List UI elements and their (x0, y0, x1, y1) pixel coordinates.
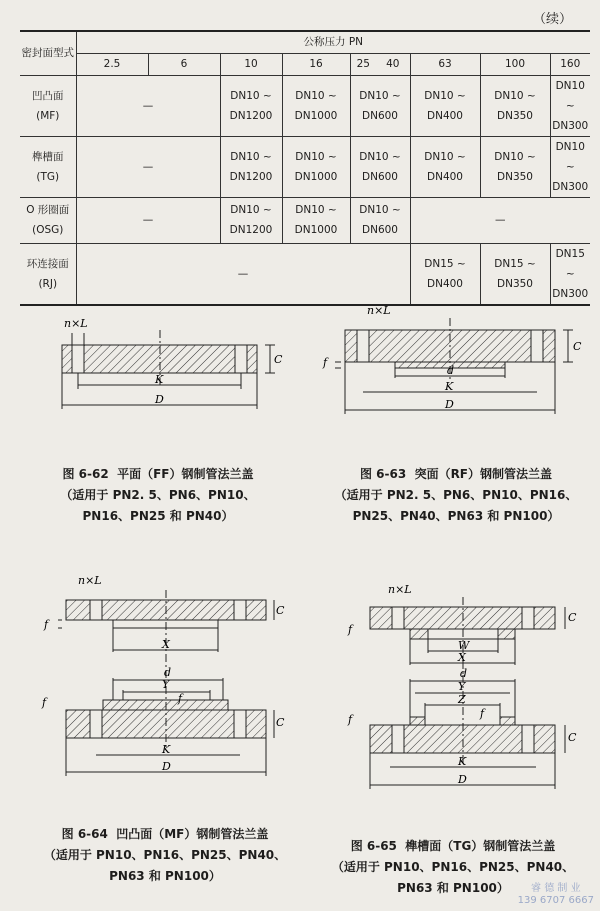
seal-type-code: (RJ) (38, 277, 58, 290)
range-cell: DN15 ~ (424, 257, 466, 270)
figure-applies: （适用于 PN2. 5、PN6、PN10、PN16、 (334, 488, 578, 502)
range-cell: DN15 ~ (555, 247, 585, 280)
dim-nxl: n×L (388, 583, 412, 596)
figure-number: 图 6-64 (61, 827, 108, 841)
dim-f1: f (323, 356, 328, 369)
figure-title: 榫槽面（TG）钢制管法兰盖 (405, 839, 556, 853)
group-header: 公称压力 PN (76, 31, 590, 53)
figure-6-63-caption (316, 464, 596, 527)
figure-6-62-caption (28, 464, 288, 527)
pn-header: 63 (410, 53, 480, 75)
dim-d: D (155, 393, 164, 406)
pressure-rating-table (20, 30, 590, 306)
range-cell: DN15 ~ (494, 257, 536, 270)
figure-title: 凹凸面（MF）钢制管法兰盖 (116, 827, 269, 841)
range-cell: DN1200 (229, 170, 273, 183)
dim-f2: f (44, 618, 49, 631)
dim-f3: f (480, 707, 485, 720)
range-cell: DN300 (552, 180, 589, 193)
continued-label: （续） (532, 12, 572, 27)
figure-6-64-drawing (38, 570, 298, 785)
dim-y: Y (162, 678, 170, 691)
figure-title: 平面（FF）钢制管法兰盖 (117, 467, 254, 481)
dim-c: C (276, 604, 285, 617)
range-cell: DN10 ~ (359, 89, 401, 102)
range-cell: DN1000 (294, 224, 338, 236)
range-cell: DN10 ~ (494, 89, 536, 102)
seal-type-name: 环连接面 (26, 257, 69, 270)
dim-d-small: d (447, 364, 455, 377)
range-cell: DN600 (362, 170, 398, 183)
range-cell: DN1200 (229, 224, 273, 236)
dash-cell: — (76, 243, 410, 305)
range-cell: DN10 ~ (359, 150, 401, 163)
dim-d: D (162, 760, 171, 773)
figure-applies: PN63 和 PN100） (109, 869, 221, 883)
range-cell: DN400 (427, 170, 463, 183)
seal-type-code: (TG) (36, 170, 60, 183)
range-cell: DN1000 (294, 109, 338, 122)
range-cell: DN10 ~ (295, 204, 337, 216)
dim-c: C (568, 611, 577, 624)
pn-header: 40 (376, 53, 410, 75)
dim-c: C (568, 731, 577, 744)
dim-nxl: n×L (78, 574, 102, 587)
dim-f2: f (348, 623, 353, 636)
watermark-line: 睿 德 制 业 (531, 883, 581, 894)
figure-6-64-caption (30, 824, 300, 887)
dim-d-small: d (164, 666, 172, 679)
range-cell: DN10 ~ (494, 150, 536, 163)
pn-header: 10 (220, 53, 282, 75)
dim-k: K (458, 755, 467, 768)
range-cell: DN600 (362, 224, 398, 236)
figure-number: 图 6-65 (350, 839, 397, 853)
dim-c: C (573, 340, 582, 353)
range-cell: DN10 ~ (295, 89, 337, 102)
pn-header: 25 (350, 53, 376, 75)
figure-number: 图 6-62 (62, 467, 109, 481)
dim-c: C (274, 353, 283, 366)
seal-type-name: 榫槽面 (32, 150, 64, 163)
figure-6-65-drawing (330, 575, 590, 795)
dim-f1: f (178, 692, 183, 705)
figure-6-63-drawing (305, 300, 590, 430)
dash-cell: — (76, 136, 220, 197)
range-cell: DN10 ~ (230, 150, 272, 163)
range-cell: DN10 ~ (359, 204, 401, 216)
figure-number: 图 6-63 (359, 467, 407, 481)
dim-k: K (445, 380, 454, 393)
watermark (518, 883, 594, 907)
table-row (20, 197, 590, 243)
seal-type-code: (MF) (36, 109, 60, 122)
dim-f1-left: f (42, 696, 47, 709)
dim-d: D (445, 398, 454, 411)
dim-nxl: n×L (64, 317, 88, 330)
figure-applies: PN16、PN25 和 PN40） (82, 509, 234, 523)
dim-d: D (458, 773, 467, 786)
figure-applies: PN25、PN40、PN63 和 PN100） (352, 509, 560, 523)
dim-nxl: n×L (367, 304, 391, 317)
range-cell: DN1000 (294, 170, 338, 183)
range-cell: DN300 (552, 287, 589, 300)
range-cell: DN300 (552, 119, 589, 132)
dim-y: Y (458, 680, 466, 693)
dim-f1-left: f (348, 713, 353, 726)
range-cell: DN400 (427, 109, 463, 122)
table-row (20, 136, 590, 197)
range-cell: DN10 ~ (230, 89, 272, 102)
dash-cell: — (76, 197, 220, 243)
dim-w: W (458, 639, 470, 652)
seal-type-code: (OSG) (32, 224, 64, 236)
pn-header: 16 (282, 53, 350, 75)
figure-applies: PN63 和 PN100） (397, 881, 509, 895)
seal-type-name: 凹凸面 (32, 89, 64, 102)
dim-k: K (162, 743, 171, 756)
range-cell: DN600 (362, 109, 398, 122)
range-cell: DN350 (497, 109, 533, 122)
figure-6-62-drawing (40, 305, 290, 425)
range-cell: DN10 ~ (295, 150, 337, 163)
range-cell: DN10 ~ (424, 150, 466, 163)
pn-header: 2.5 (76, 53, 148, 75)
range-cell: DN10 ~ (424, 89, 466, 102)
table-row (20, 243, 590, 305)
table-row (20, 75, 590, 136)
range-cell: DN1200 (229, 109, 273, 122)
dash-cell: — (410, 197, 590, 243)
figure-applies: （适用于 PN10、PN16、PN25、PN40、 (331, 860, 575, 874)
range-cell: DN350 (497, 170, 533, 183)
dim-k: K (155, 373, 164, 386)
dim-x: X (162, 638, 170, 651)
dash-cell: — (76, 75, 220, 136)
range-cell: DN10 ~ (230, 204, 272, 216)
pn-header: 100 (480, 53, 550, 75)
range-cell: DN400 (427, 277, 463, 290)
range-cell: DN10 ~ (555, 140, 585, 173)
figure-applies: （适用于 PN2. 5、PN6、PN10、 (60, 488, 256, 502)
range-cell: DN350 (497, 277, 533, 290)
figure-title: 突面（RF）钢制管法兰盖 (414, 467, 553, 481)
pn-header: 6 (148, 53, 220, 75)
row-header: 密封面型式 (20, 31, 76, 75)
seal-type-name: O 形圈面 (26, 204, 70, 216)
dim-z: Z (458, 693, 466, 706)
dim-d-small: d (460, 667, 468, 680)
pn-header: 160 (550, 53, 590, 75)
dim-x: X (458, 651, 466, 664)
figure-applies: （适用于 PN10、PN16、PN25、PN40、 (43, 848, 287, 862)
range-cell: DN10 ~ (555, 79, 585, 112)
watermark-line: 139 6707 6667 (517, 895, 594, 906)
dim-c: C (276, 716, 285, 729)
